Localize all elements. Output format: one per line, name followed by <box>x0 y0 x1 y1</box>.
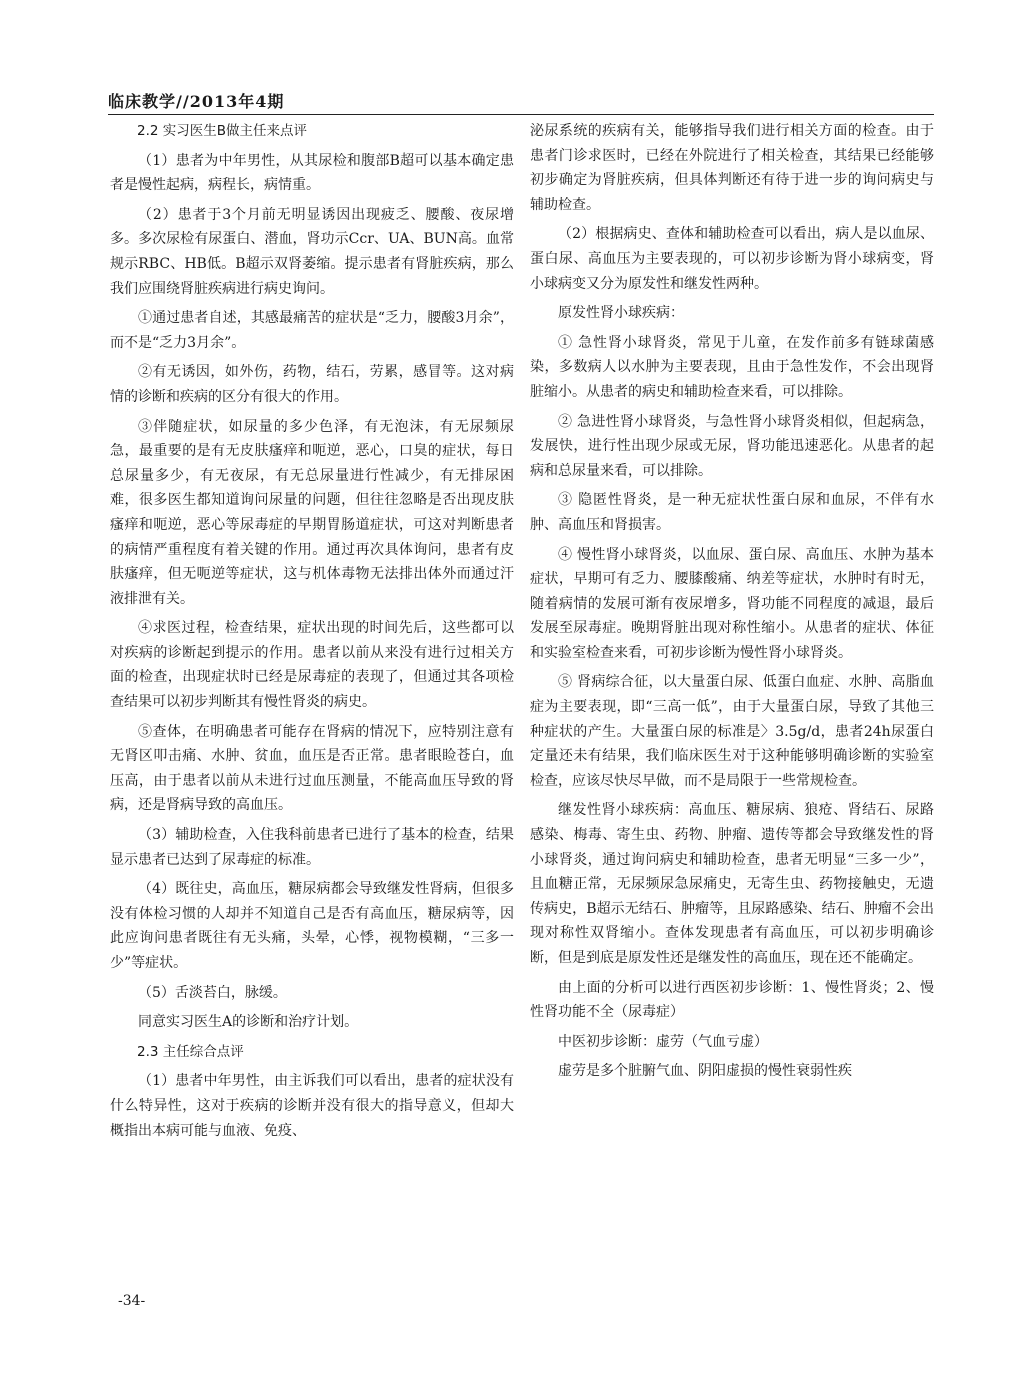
page-number: -34- <box>118 1293 146 1309</box>
paragraph: ③伴随症状，如尿量的多少色泽，有无泡沫，有无尿频尿急，最重要的是有无皮肤瘙痒和呃逆，恶心，口臭的症状，每日总尿量多少，有无夜尿，有无总尿量进行性减少，有无排尿困难，很多医生都知道询问尿量的问题，但往往忽略是否出现皮肤瘙痒和呃逆，恶心等尿毒症的早期胃肠道症状，可这对判断患者的病情严重程度有着关键的作用。通过再次具体询问，患者有皮肤瘙痒，但无呃逆等症状，这与机体毒物无法排出体外而通过汗液排泄有关。 <box>110 418 514 607</box>
paragraph: 继发性肾小球疾病：高血压、糖尿病、狼疮、肾结石、尿路感染、梅毒、寄生虫、药物、肿瘤、遗传等都会导致继发性的肾小球肾炎，通过询问病史和辅助检查，患者无明显“三多一少”，且血糖正常，无尿频尿急尿痛史，无寄生虫、药物接触史，无遗传病史，B超示无结石、肿瘤等，且尿路感染、结石、肿瘤不会出现对称性双肾缩小。查体发现患者有高血压，可以初步明确诊断，但是到底是原发性还是继发性的高血压，现在还不能确定。 <box>530 802 934 966</box>
right-column <box>530 119 934 1089</box>
paragraph-continued: 泌尿系统的疾病有关，能够指导我们进行相关方面的检查。由于患者门诊求医时，已经在外院进行了相关检查，其结果已经能够初步确定为肾脏疾病，但具体判断还有待于进一步的询问病史与辅助检查。 <box>530 123 934 213</box>
running-header <box>108 92 934 115</box>
left-column <box>110 119 514 1148</box>
journal-issue-title: 临床教学//2013年4期 <box>108 92 285 111</box>
paragraph: ④求医过程，检查结果，症状出现的时间先后，这些都可以对疾病的诊断起到提示的作用。患者以前从来没有进行过相关方面的检查，出现症状时已经是尿毒症的表现了，但通过其各项检查结果可以初步判断其有慢性肾炎的病史。 <box>110 620 514 711</box>
paragraph: ④ 慢性肾小球肾炎，以血尿、蛋白尿、高血压、水肿为基本症状，早期可有乏力、腰膝酸痛、纳差等症状，水肿时有时无，随着病情的发展可渐有夜尿增多，肾功能不同程度的减退，最后发展至尿毒症。晚期肾脏出现对称性缩小。从患者的症状、体征和实验室检查来看，可初步诊断为慢性肾小球肾炎。 <box>530 546 934 661</box>
paragraph: （4）既往史，高血压，糖尿病都会导致继发性肾病，但很多没有体检习惯的人却并不知道自己是否有高血压，糖尿病等，因此应询问患者既往有无头痛，头晕，心悸，视物模糊，“三多一少”等症状。 <box>110 881 514 971</box>
section-heading: 2.3 主任综合点评 <box>137 1043 244 1060</box>
paragraph: （1）患者中年男性，由主诉我们可以看出，患者的症状没有什么特异性，这对于疾病的诊断并没有很大的指导意义，但却大概指出本病可能与血液、免疫、 <box>110 1073 514 1139</box>
paragraph: 同意实习医生A的诊断和治疗计划。 <box>138 1014 359 1031</box>
paragraph: 虚劳是多个脏腑气血、阴阳虚损的慢性衰弱性疾 <box>558 1063 852 1080</box>
paragraph: ② 急进性肾小球肾炎，与急性肾小球肾炎相似，但起病急，发展快，进行性出现少尿或无尿，肾功能迅速恶化。从患者的起病和总尿量来看，可以排除。 <box>530 413 934 479</box>
paragraph: ①通过患者自述，其感最痛苦的症状是“乏力，腰酸3月余”，而不是“乏力3月余”。 <box>110 310 514 351</box>
paragraph: （5）舌淡苔白，脉缓。 <box>138 984 287 1001</box>
paragraph: ②有无诱因，如外伤，药物，结石，劳累，感冒等。这对病情的诊断和疾病的区分有很大的作用。 <box>110 364 514 405</box>
paragraph: ⑤查体，在明确患者可能存在肾病的情况下，应特别注意有无肾区叩击痛、水肿、贫血，血压是否正常。患者眼睑苍白，血压高，由于患者以前从未进行过血压测量，不能高血压导致的肾病，还是肾病导致的高血压。 <box>110 723 514 814</box>
paragraph: ① 急性肾小球肾炎，常见于儿童，在发作前多有链球菌感染，多数病人以水肿为主要表现，且由于急性发作，不会出现肾脏缩小。从患者的病史和辅助检查来看，可以排除。 <box>530 334 934 400</box>
paragraph: （1）患者为中年男性，从其尿检和腹部B超可以基本确定患者是慢性起病，病程长，病情重。 <box>110 152 514 194</box>
paragraph: 由上面的分析可以进行西医初步诊断：1、慢性肾炎；2、慢性肾功能不全（尿毒症） <box>530 979 934 1021</box>
paragraph: （2）患者于3个月前无明显诱因出现疲乏、腰酸、夜尿增多。多次尿检有尿蛋白、潜血，肾功示Ccr、UA、BUN高。血常规示RBC、HB低。B超示双肾萎缩。提示患者有肾脏疾病，那么我们应围绕肾脏疾病进行病史询问。 <box>110 206 514 297</box>
paragraph: （2）根据病史、查体和辅助检查可以看出，病人是以血尿、蛋白尿、高血压为主要表现的，可以初步诊断为肾小球病变，肾小球病变又分为原发性和继发性两种。 <box>530 226 934 292</box>
paragraph: （3）辅助检查，入住我科前患者已进行了基本的检查，结果显示患者已达到了尿毒症的标准。 <box>110 827 514 868</box>
paragraph: 原发性肾小球疾病： <box>558 305 684 322</box>
paragraph: 中医初步诊断：虚劳（气血亏虚） <box>558 1033 768 1050</box>
paragraph: ③ 隐匿性肾炎，是一种无症状性蛋白尿和血尿，不伴有水肿、高血压和肾损害。 <box>530 492 934 533</box>
paragraph: ⑤ 肾病综合征，以大量蛋白尿、低蛋白血症、水肿、高脂血症为主要表现，即“三高一低”，由于大量蛋白尿，导致了其他三种症状的产生。大量蛋白尿的标准是〉3.5g/d，患者24h尿蛋白定量还未有结果，我们临床医生对于这种能够明确诊断的实验室检查，应该尽快尽早做，而不是局限于一些常规检查。 <box>530 674 934 789</box>
section-heading: 2.2 实习医生B做主任来点评 <box>137 123 308 139</box>
